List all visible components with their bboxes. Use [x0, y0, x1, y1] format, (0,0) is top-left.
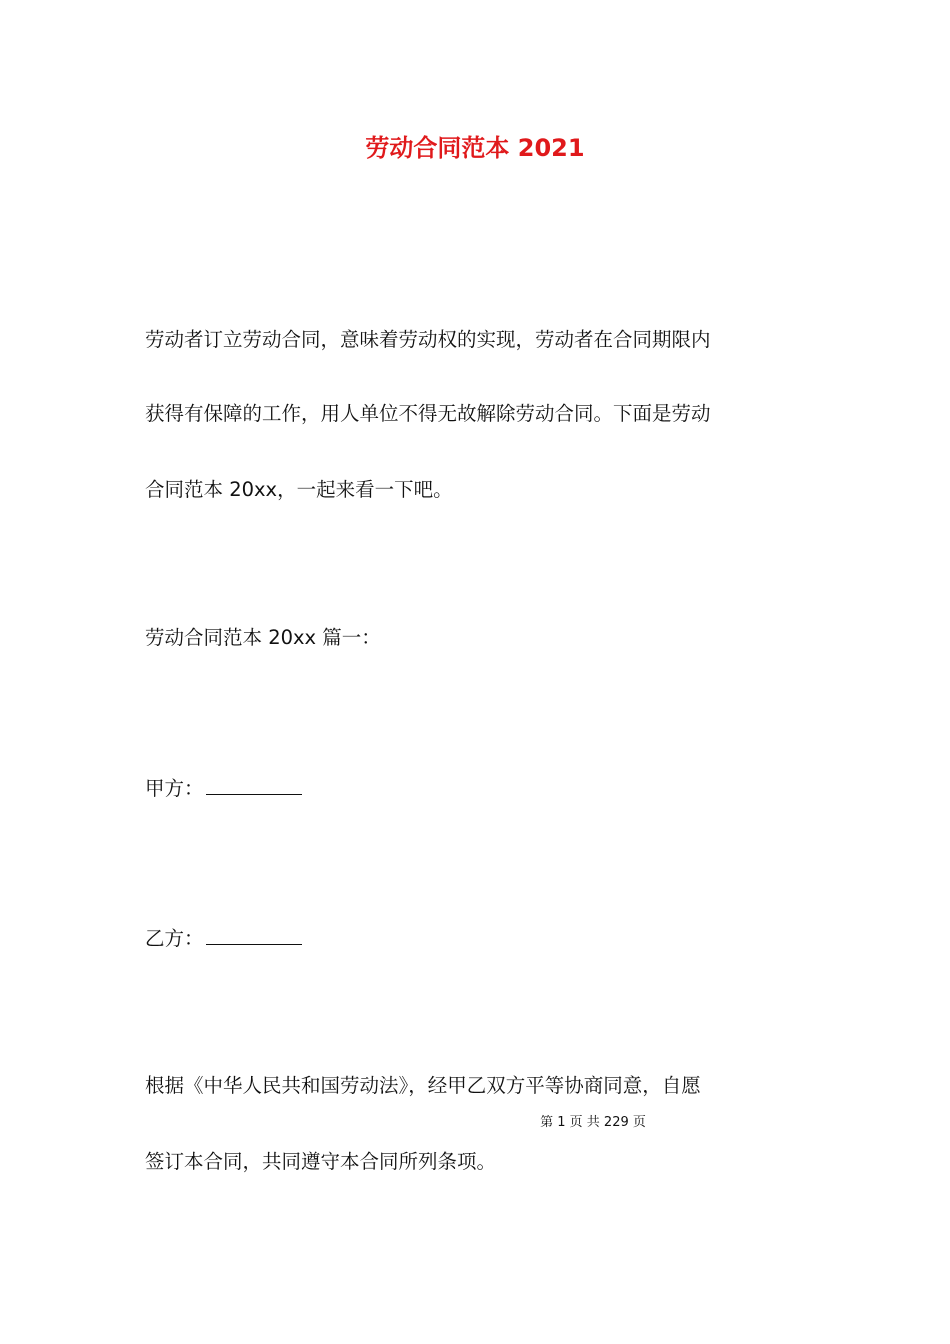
- section-heading: 劳动合同范本 20xx 篇一：: [145, 626, 381, 649]
- party-a-row: [145, 774, 302, 803]
- party-a-blank-line: [206, 774, 302, 795]
- party-a-label: 甲方：: [145, 777, 204, 800]
- party-b-label: 乙方：: [145, 927, 204, 950]
- clause-line-2: 签订本合同，共同遵守本合同所列条项。: [145, 1150, 497, 1173]
- document-title: 劳动合同范本 2021: [365, 134, 585, 162]
- intro-line-1: 劳动者订立劳动合同，意味着劳动权的实现，劳动者在合同期限内: [145, 328, 711, 351]
- party-b-row: [145, 924, 302, 953]
- clause-line-1: 根据《中华人民共和国劳动法》，经甲乙双方平等协商同意，自愿: [145, 1074, 701, 1097]
- party-b-blank-line: [206, 924, 302, 945]
- intro-line-2: 获得有保障的工作，用人单位不得无故解除劳动合同。下面是劳动: [145, 402, 711, 425]
- page-footer: 第 1 页 共 229 页: [540, 1115, 646, 1130]
- intro-line-3: 合同范本 20xx，一起来看一下吧。: [145, 478, 453, 501]
